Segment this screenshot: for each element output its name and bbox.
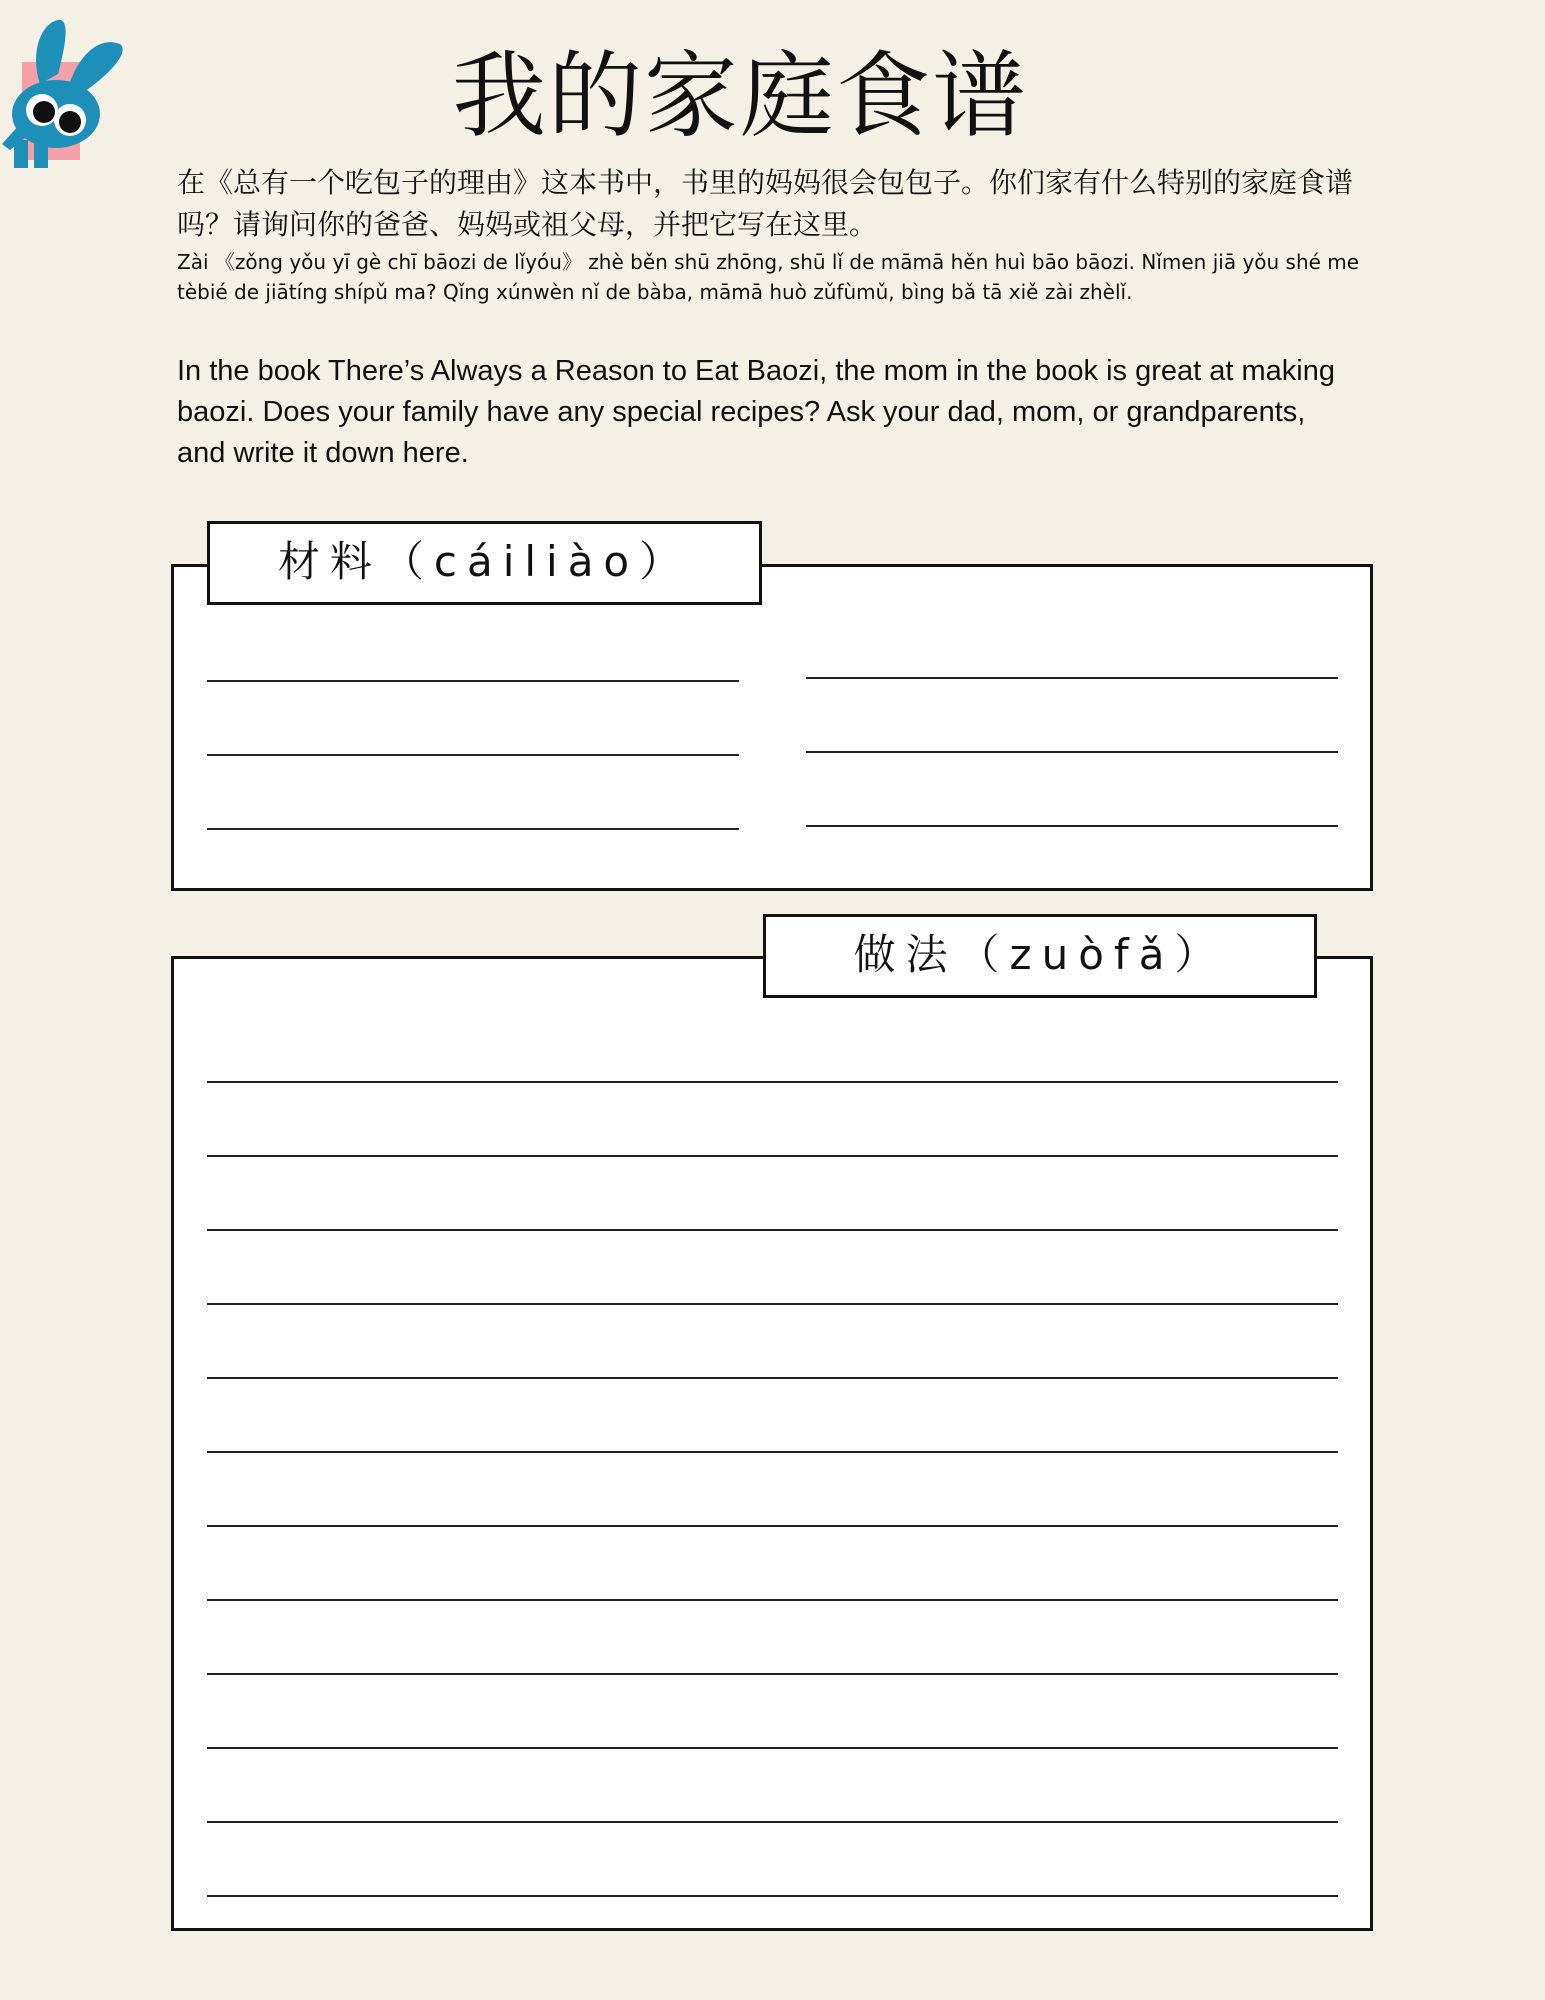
method-line[interactable]	[207, 1895, 1338, 1897]
ingredients-line[interactable]	[207, 680, 739, 682]
method-line[interactable]	[207, 1673, 1338, 1675]
ingredients-line[interactable]	[806, 677, 1338, 679]
ingredients-line[interactable]	[207, 754, 739, 756]
ingredients-line[interactable]	[806, 751, 1338, 753]
method-line[interactable]	[207, 1229, 1338, 1231]
method-line[interactable]	[207, 1451, 1338, 1453]
intro-chinese: 在《总有一个吃包子的理由》这本书中，书里的妈妈很会包包子。你们家有什么特别的家庭食谱吗？请询问你的爸爸、妈妈或祖父母，并把它写在这里。	[177, 166, 1354, 241]
ingredients-box	[171, 564, 1373, 891]
page-title: 我的家庭食谱	[451, 42, 1028, 151]
intro-english: In the book There’s Always a Reason to Eat Baozi, the mom in the book is great at making baozi. Does your family have any special recipes? Ask your dad, mom, or grandparents, and write it down here.	[177, 355, 1335, 469]
ingredients-line[interactable]	[207, 828, 739, 830]
method-line[interactable]	[207, 1377, 1338, 1379]
method-label: 做法（zuòfǎ）	[763, 914, 1317, 998]
intro-pinyin: Zài 《zǒng yǒu yī gè chī bāozi de lǐyóu》 zhè běn shū zhōng, shū lǐ de māmā hěn huì bāo bāozi. Nǐmen jiā yǒu shé me tèbié de jiātíng shípǔ ma? Qǐng xúnwèn nǐ de bàba, māmā huò zǔfùmǔ, bìng bǎ tā xiě zài zhèlǐ.	[177, 250, 1360, 304]
ingredients-line[interactable]	[806, 825, 1338, 827]
method-line[interactable]	[207, 1525, 1338, 1527]
ingredients-label: 材料（cáiliào）	[207, 521, 762, 605]
method-line[interactable]	[207, 1081, 1338, 1083]
method-line[interactable]	[207, 1155, 1338, 1157]
method-box	[171, 956, 1373, 1931]
method-line[interactable]	[207, 1599, 1338, 1601]
method-line[interactable]	[207, 1303, 1338, 1305]
method-line[interactable]	[207, 1747, 1338, 1749]
method-line[interactable]	[207, 1821, 1338, 1823]
